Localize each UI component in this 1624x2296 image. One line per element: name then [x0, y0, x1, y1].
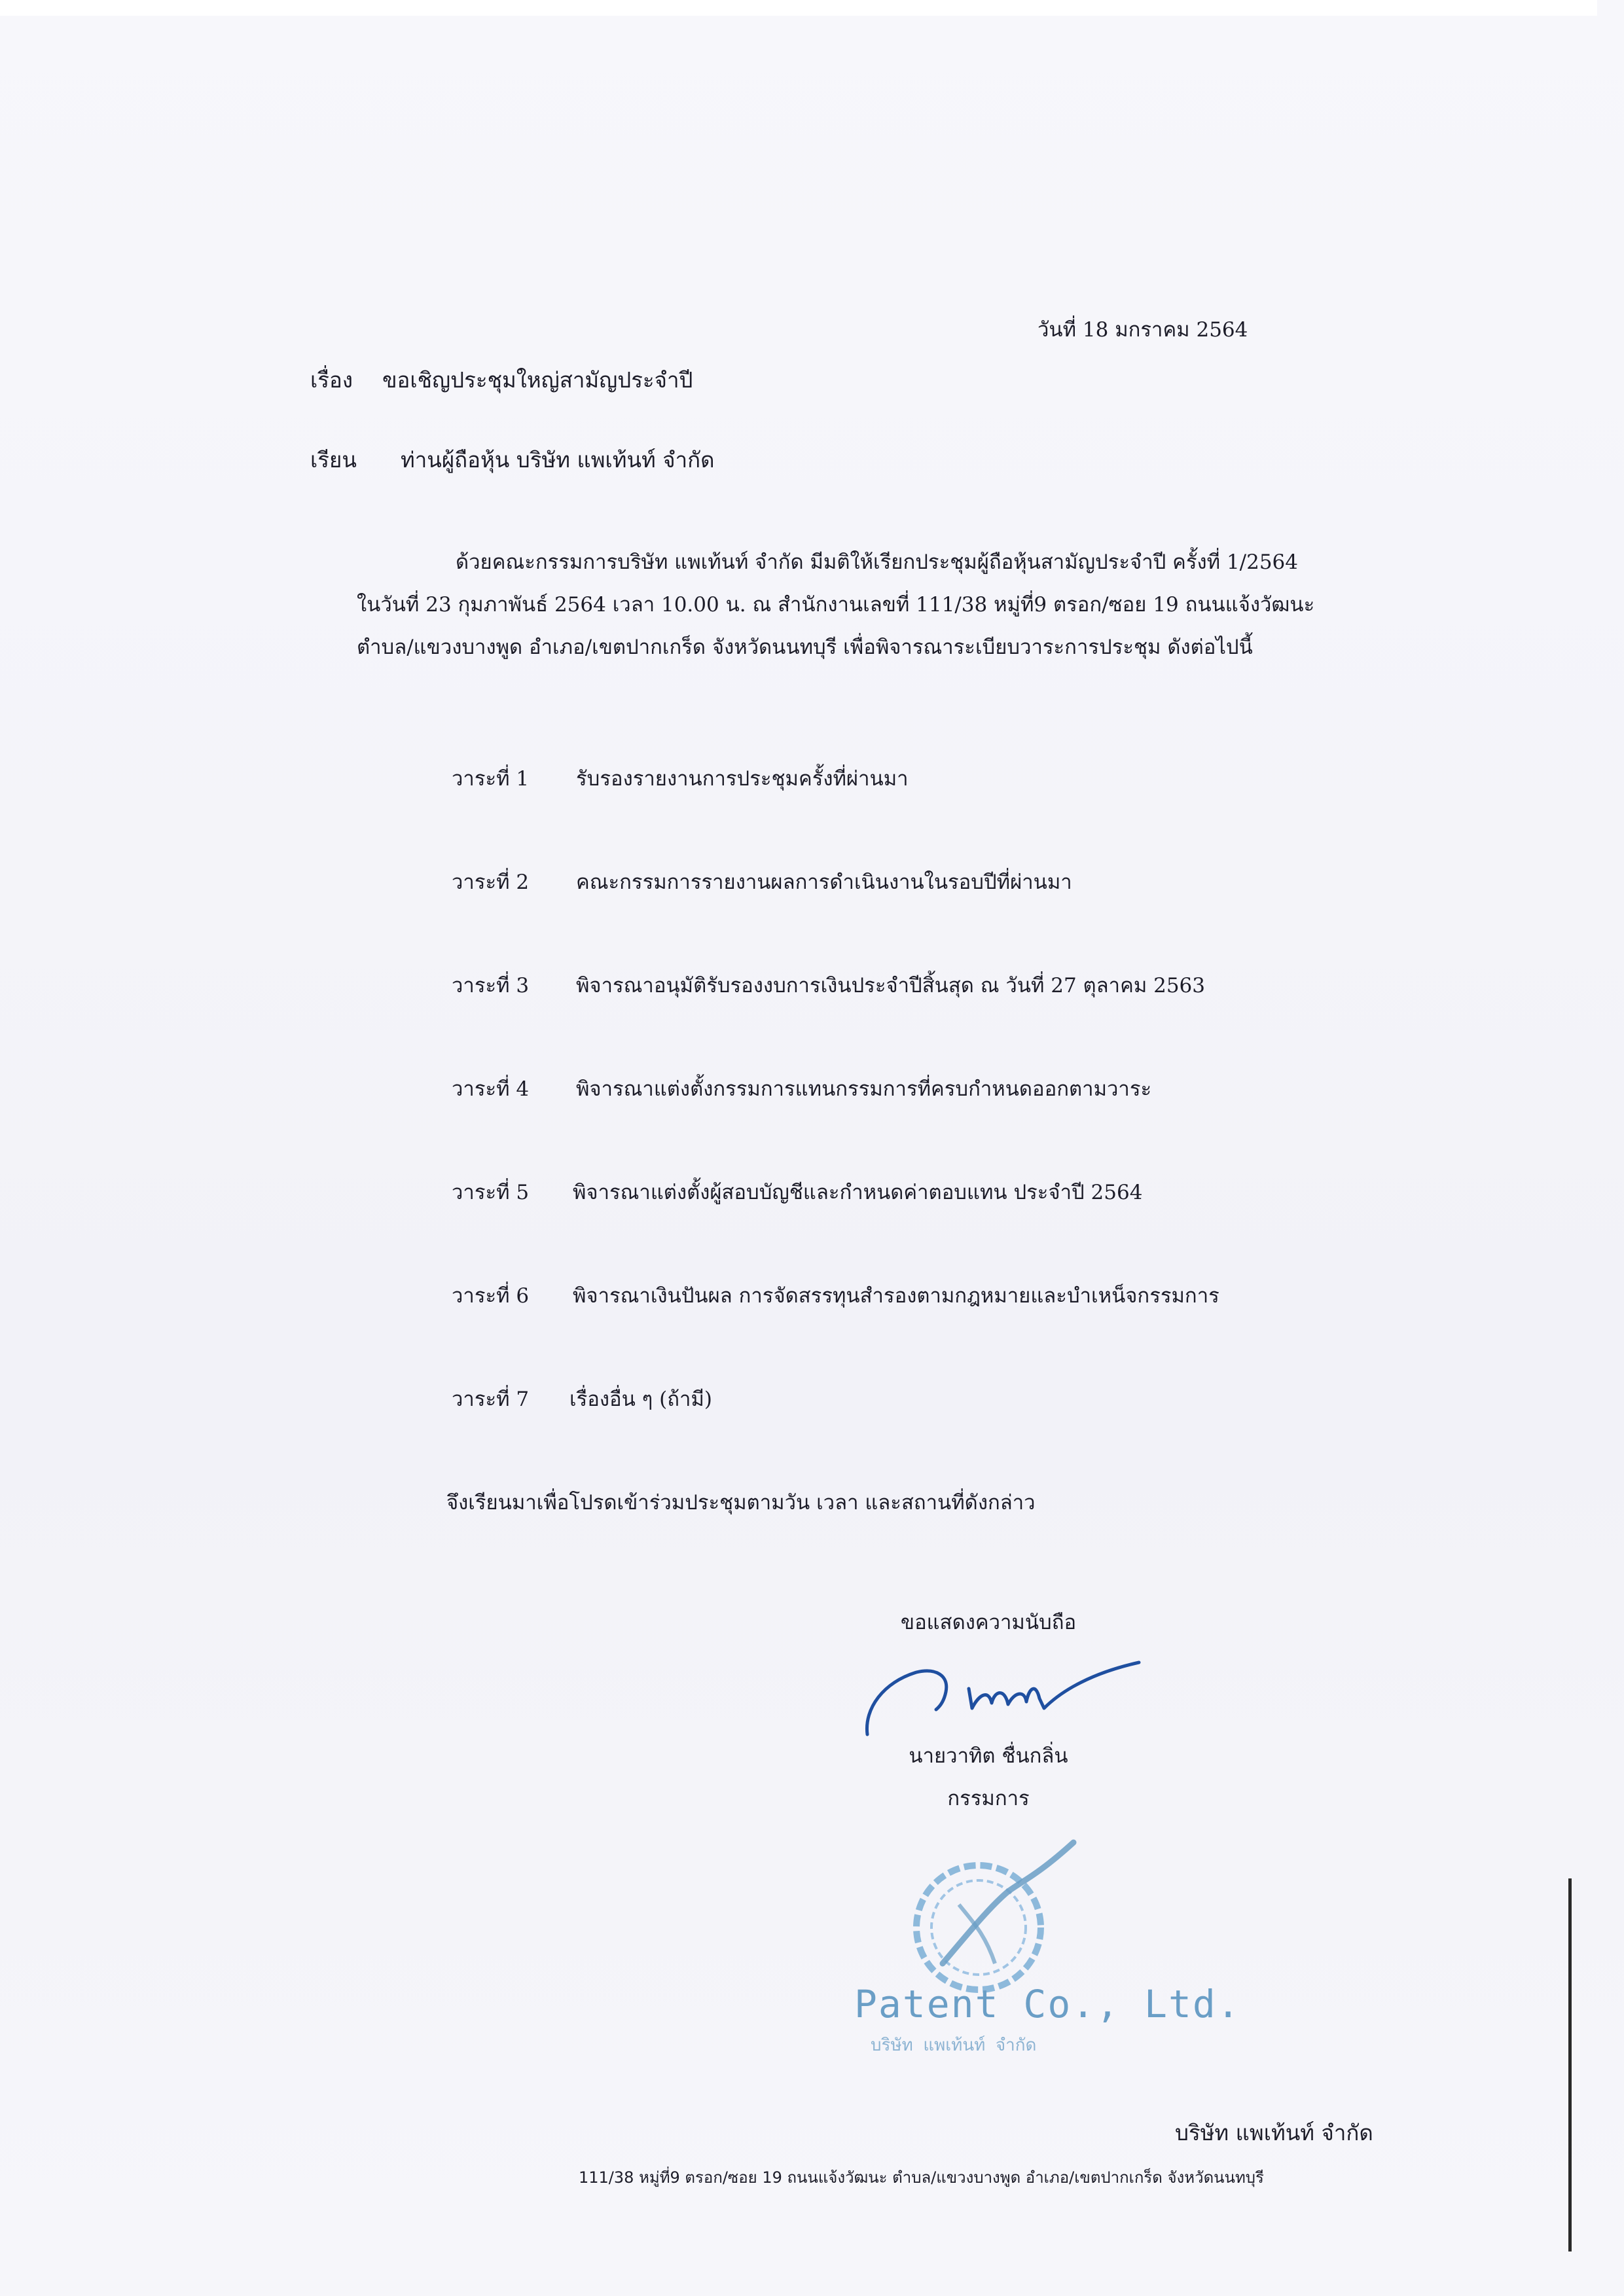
signature-image — [857, 1636, 1152, 1741]
agenda-label: วาระที่ 7 — [452, 1388, 530, 1411]
signer-name-line: นายวาทิต ชื่นกลิ่น — [909, 1744, 1068, 1768]
closing-line: จึงเรียนมาเพื่อโปรดเข้าร่วมประชุมตามวัน เวลา และสถานที่ดังกล่าว — [446, 1491, 1036, 1515]
agenda-text: รับรองรายงานการประชุมครั้งที่ผ่านมา — [576, 767, 909, 791]
footer-company: บริษัท แพเท้นท์ จำกัด — [1175, 2120, 1373, 2145]
footer-address: 111/38 หมู่ที่9 ตรอก/ซอย 19 ถนนแจ้งวัฒนะ ตำบล/แขวงบางพูด อำเภอ/เขตปากเกร็ด จังหวัดนนทบุรี — [579, 2168, 1264, 2187]
stamp-name-th: บริษัท แพเท้นท์ จำกัด — [871, 2036, 1037, 2055]
subject-text: ขอเชิญประชุมใหญ่สามัญประจำปี — [382, 367, 693, 393]
body-line: ด้วยคณะกรรมการบริษัท แพเท้นท์ จำกัด มีมติให้เรียกประชุมผู้ถือหุ้นสามัญประจำปี ครั้งที่ 1/2564 — [456, 550, 1298, 574]
recipient-label: เรียน — [310, 447, 357, 473]
agenda-text: พิจารณาแต่งตั้งผู้สอบบัญชีและกำหนดค่าตอบแทน ประจำปี 2564 — [573, 1181, 1143, 1204]
letter-date: วันที่ 18 มกราคม 2564 — [1038, 318, 1248, 342]
agenda-text: พิจารณาอนุมัติรับรองงบการเงินประจำปีสิ้นสุด ณ วันที่ 27 ตุลาคม 2563 — [576, 974, 1205, 997]
signer-title-line: กรรมการ — [947, 1787, 1030, 1810]
stamp-name-en: Patent Co., Ltd. — [854, 1982, 1241, 2026]
agenda-text: พิจารณาแต่งตั้งกรรมการแทนกรรมการที่ครบกำหนดออกตามวาระ — [576, 1077, 1152, 1101]
agenda-label: วาระที่ 4 — [452, 1077, 530, 1101]
agenda-label: วาระที่ 1 — [452, 767, 530, 791]
subject-label: เรื่อง — [310, 367, 353, 393]
agenda-text: เรื่องอื่น ๆ (ถ้ามี) — [569, 1388, 712, 1411]
scan-top-edge — [0, 0, 1597, 16]
scan-right-edge — [1568, 1878, 1572, 2251]
agenda-text: พิจารณาเงินปันผล การจัดสรรทุนสำรองตามกฎหมายและบำเหน็จกรรมการ — [573, 1284, 1219, 1308]
agenda-text: คณะกรรมการรายงานผลการดำเนินงานในรอบปีที่ผ่านมา — [576, 870, 1072, 894]
body-line: ในวันที่ 23 กุมภาพันธ์ 2564 เวลา 10.00 น. ณ สำนักงานเลขที่ 111/38 หมู่ที่9 ตรอก/ซอย 19 ถนนแจ้งวัฒนะ — [357, 593, 1315, 617]
agenda-label: วาระที่ 5 — [452, 1181, 530, 1204]
body-line: ตำบล/แขวงบางพูด อำเภอ/เขตปากเกร็ด จังหวัดนนทบุรี เพื่อพิจารณาระเบียบวาระการประชุม ดังต่อไปนี้ — [357, 636, 1253, 659]
agenda-label: วาระที่ 3 — [452, 974, 530, 997]
agenda-label: วาระที่ 6 — [452, 1284, 530, 1308]
regards-line: ขอแสดงความนับถือ — [900, 1611, 1077, 1634]
agenda-label: วาระที่ 2 — [452, 870, 530, 894]
recipient-text: ท่านผู้ถือหุ้น บริษัท แพเท้นท์ จำกัด — [401, 447, 715, 473]
